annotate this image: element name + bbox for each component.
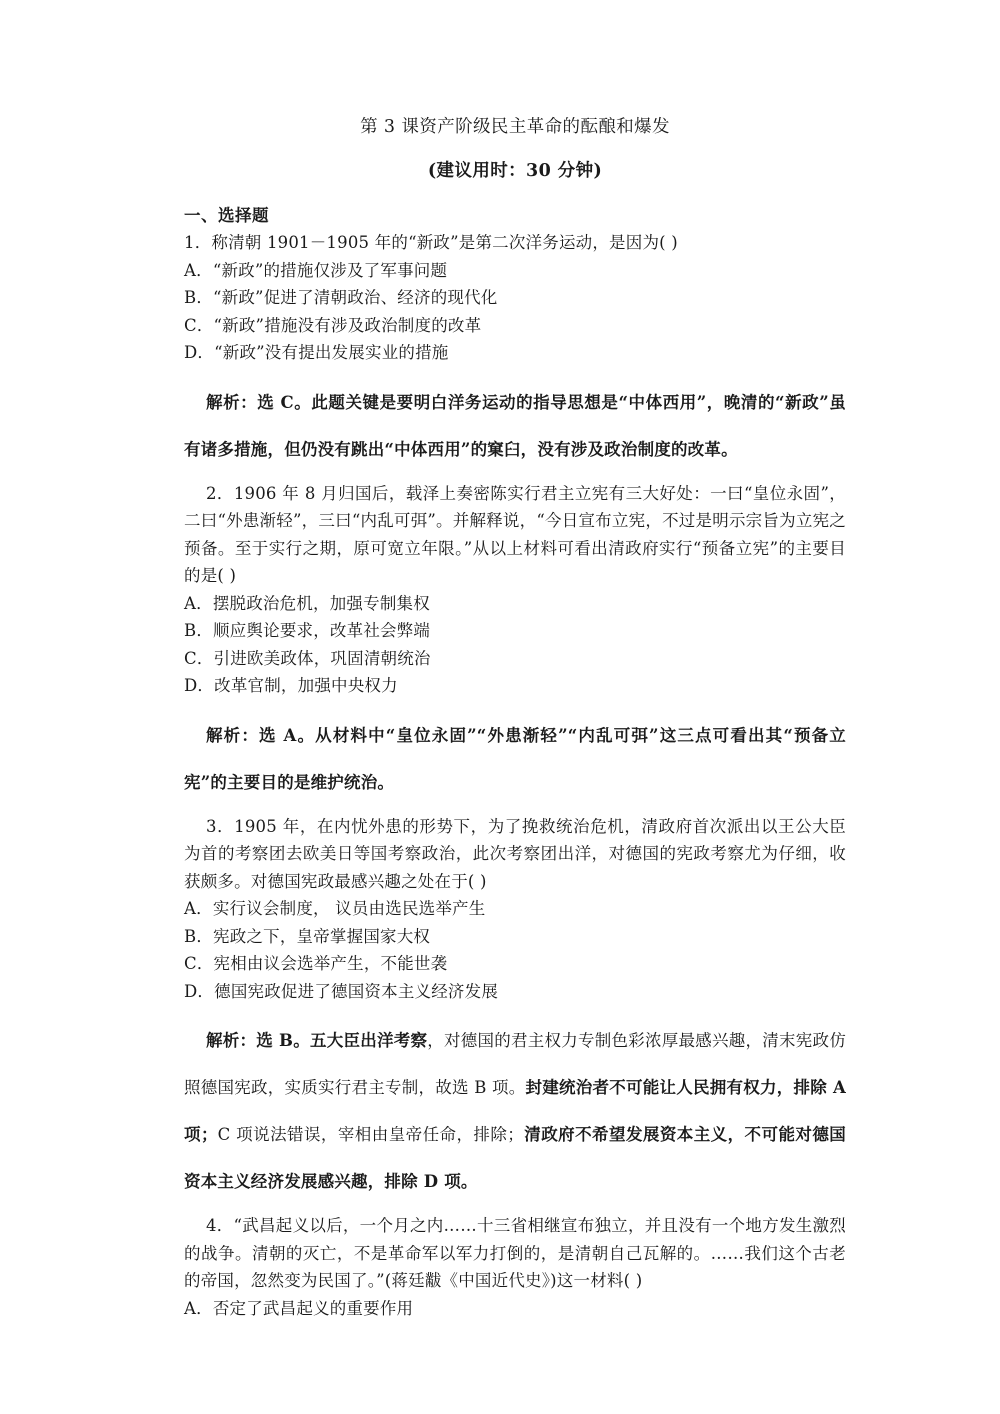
spacer [184, 1205, 846, 1212]
question-3-option-b[interactable]: B．宪政之下，皇帝掌握国家大权 [184, 926, 431, 946]
page-title: 第 3 课资产阶级民主革命的酝酿和爆发 [360, 117, 670, 137]
analysis-segment-2: 封建统治者不可能让人民拥有权力，排除 A 项； [184, 1078, 847, 1144]
question-1-option-a[interactable]: A．“新政”的措施仅涉及了军事问题 [184, 260, 448, 280]
question-2-option-c[interactable]: C．引进欧美政体，巩固清朝统治 [184, 648, 431, 668]
page-content [184, 112, 846, 1322]
question-4-stem: 4．“武昌起义以后，一个月之内……十三省相继宣布独立，并且没有一个地方发生激烈的战争。清朝的灭亡，不是革命军以军力打倒的，是清朝自己瓦解的。……我们这个古老的帝国，忽然变为民国了。”(蒋廷黻《中国近代史》)这一材料( ) [184, 1216, 846, 1290]
spacer [184, 473, 846, 480]
section-heading-multiple-choice: 一、选择题 [184, 206, 269, 225]
question-1-analysis-body: 此题关键是要明白洋务运动的指导思想是“中体西用”，晚清的“新政”虽有诸多措施，但仍没有跳出“中体西用”的窠臼，没有涉及政治制度的改革。 [184, 392, 846, 459]
question-1-stem: 1．称清朝 1901－1905 年的“新政”是第二次洋务运动，是因为( ) [184, 233, 678, 252]
question-3-stem: 3．1905 年，在内忧外患的形势下，为了挽救统治危机，清政府首次派出以王公大臣为首的考察团去欧美日等国考察政治，此次考察团出洋，对德国的宪政考察尤为仔细，收获颇多。对德国宪政最感兴趣之处在于( ) [184, 816, 846, 891]
question-3-option-d[interactable]: D．德国宪政促进了德国资本主义经济发展 [184, 981, 499, 1001]
question-1-option-c[interactable]: C．“新政”措施没有涉及政治制度的改革 [184, 315, 482, 335]
question-2-analysis-lead: 解析：选 A。 [206, 725, 316, 745]
question-2-analysis-body: 从材料中“皇位永固”“外患渐轻”“内乱可弭”这三点可看出其“预备立宪”的主要目的是维护统治。 [184, 725, 846, 792]
analysis-segment-0: 五大臣出洋考察 [309, 1031, 428, 1050]
question-3-analysis [184, 1017, 846, 1205]
question-1-analysis [184, 379, 846, 473]
spacer [184, 700, 846, 712]
spacer [184, 806, 846, 813]
question-4-option-a[interactable]: A．否定了武昌起义的重要作用 [184, 1298, 414, 1318]
question-2-analysis [184, 712, 846, 806]
question-1-option-b[interactable]: B．“新政”促进了清朝政治、经济的现代化 [184, 288, 498, 307]
question-2-option-b[interactable]: B．顺应舆论要求，改革社会弊端 [184, 621, 431, 640]
question-2-option-d[interactable]: D．改革官制，加强中央权力 [184, 676, 398, 695]
question-1-analysis-lead: 解析：选 C。 [206, 392, 312, 412]
analysis-segment-4: 清政府不希望发展资本主义，不可能对德国资本主义经济发展感兴趣，排除 D 项。 [184, 1125, 846, 1191]
question-3-option-c[interactable]: C．宪相由议会选举产生，不能世袭 [184, 954, 448, 973]
analysis-segment-1: ，对德国的君主权力专制色彩浓厚最感兴趣，清末宪政仿照德国宪政，实质实行君主专制，故选 B 项。 [184, 1031, 847, 1097]
question-2-stem: 2．1906 年 8 月归国后，载泽上奏密陈实行君主立宪有三大好处：一曰“皇位永固”，二曰“外患渐轻”，三曰“内乱可弭”。并解释说，“今日宣布立宪，不过是明示宗旨为立宪之预备。至于实行之期，原可宽立年限。”从以上材料可看出清政府实行“预备立宪”的主要目的是( ) [184, 483, 846, 585]
spacer [184, 367, 846, 379]
question-3-option-a[interactable]: A．实行议会制度， 议员由选民选举产生 [184, 899, 486, 918]
spacer [184, 1005, 846, 1017]
analysis-segment-3: C 项说法错误，宰相由皇帝任命，排除； [217, 1125, 525, 1144]
question-2-option-a[interactable]: A．摆脱政治危机，加强专制集权 [184, 593, 430, 613]
suggested-time-subtitle: (建议用时：30 分钟) [427, 161, 603, 181]
question-3-analysis-segments [184, 1031, 846, 1191]
question-3-analysis-lead: 解析：选 B。 [206, 1031, 310, 1050]
question-1-option-d[interactable]: D．“新政”没有提出发展实业的措施 [184, 343, 449, 362]
